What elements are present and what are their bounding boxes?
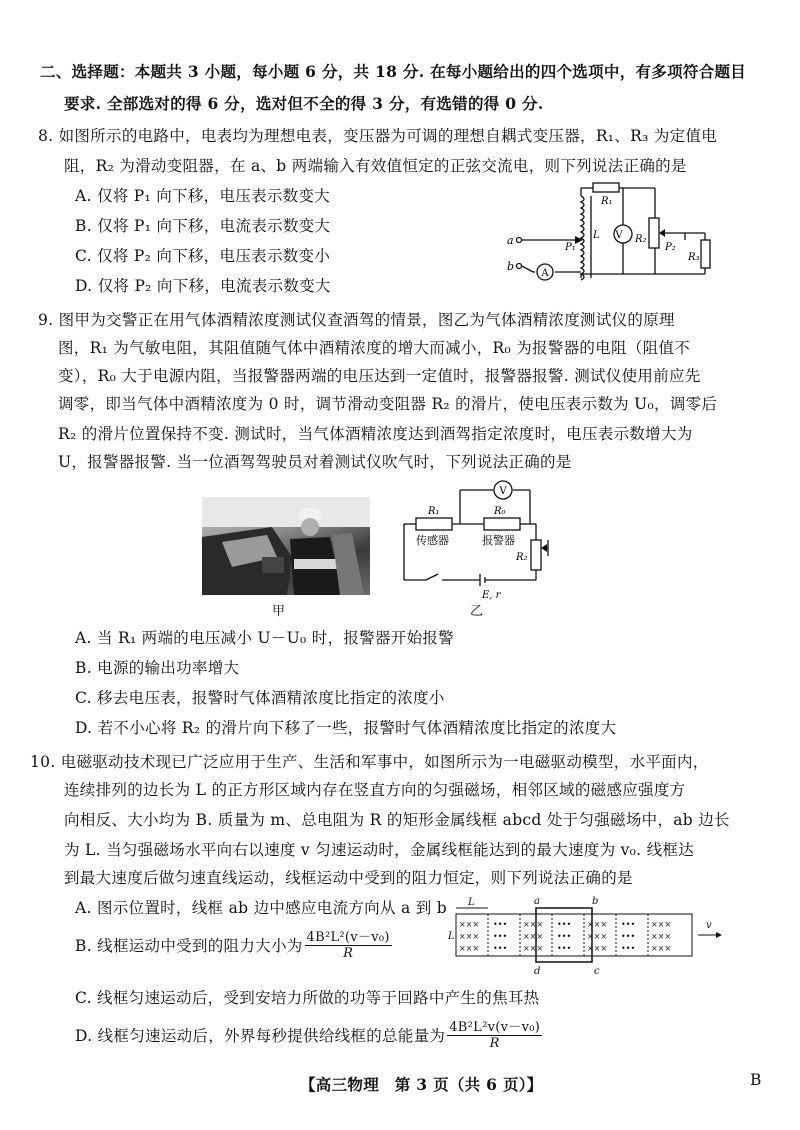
q8-option-a: A. 仅将 P₁ 向下移，电压表示数变大 [75,187,331,205]
q10-option-d [75,1020,542,1051]
q9-stem-line3: 变），R₀ 大于电源内阻，当报警器两端的电压达到一定值时，报警器报警. 测试仪使用前应先 [58,367,701,385]
cross-col3-r1: ××× [523,920,544,929]
q9-stem-line1: 9. 图甲为交警正在用气体酒精浓度测试仪查酒驾的情景，图乙为气体酒精浓度测试仪的原理 [38,311,675,329]
q8-option-c: C. 仅将 P₂ 向下移，电压表示数变小 [75,247,331,265]
dot-col4-r2: ••• [557,932,572,941]
q10-label-l-top: L [468,897,475,908]
q8-stem-line2: 阻，R₂ 为滑动变阻器，在 a、b 两端输入有效值恒定的正弦交流电，则下列说法正确的是 [64,157,687,175]
q8-label-a: a [507,234,514,247]
q8-transformer-circuit [505,178,720,288]
q10-stem-line5: 到最大速度后做匀速直线运动，线框运动中受到的阻力恒定，则下列说法正确的是 [64,869,633,887]
cross-col7-r1: ××× [651,920,672,929]
q9-label-r0: R₀ [494,506,506,517]
cross-col5-r3: ××× [587,944,608,953]
cross-col1-r1: ××× [459,920,480,929]
q10-option-c: C. 线框匀速运动后，受到安培力所做的功等于回路中产生的焦耳热 [75,989,540,1007]
q8-label-b: b [507,260,515,273]
q8-ammeter-label: A [541,268,549,279]
cross-col7-r2: ××× [651,932,672,941]
q8-option-d: D. 仅将 P₂ 向下移，电流表示数变大 [75,277,331,295]
dot-col6-r2: ••• [621,932,636,941]
traffic-police-photo [202,497,370,595]
section-header-line2: 要求. 全部选对的得 6 分，选对但不全的得 3 分，有选错的得 0 分. [64,94,544,113]
q9-alcohol-tester-circuit [398,478,558,603]
page-footer: 【高三物理 第 3 页（共 6 页）】 [300,1075,543,1094]
paper-version-letter: B [750,1071,762,1089]
q9-option-a: A. 当 R₁ 两端的电压减小 U－U₀ 时，报警器开始报警 [75,629,454,647]
q9-voltmeter-label: V [499,486,507,497]
dot-col2-r1: ••• [493,920,508,929]
dot-col2-r3: ••• [493,944,508,953]
q10-label-a: a [534,896,540,907]
q8-stem-line1: 8. 如图所示的电路中，电表均为理想电表，变压器为可调的理想自耦式变压器，R₁、R₃ 为定值电 [38,127,718,145]
q9-stem-line2: 图，R₁ 为气敏电阻，其阻值随气体中酒精浓度的增大而减小，R₀ 为报警器的电阻（阻值不 [58,339,691,357]
cross-col7-r3: ××× [651,944,672,953]
q9-sensor-label: 传感器 [416,534,449,547]
q10-option-d-fraction [447,1020,542,1051]
q9-label-r2: R₂ [516,552,528,563]
q9-label-er: E, r [482,590,501,601]
q10-label-v: v [706,920,712,931]
q10-stem-line1: 10. 电磁驱动技术现已广泛应用于生产、生活和军事中，如图所示为一电磁驱动模型，水平面内， [30,753,709,771]
cross-col1-r3: ××× [459,944,480,953]
q8-label-r2: R₂ [635,234,647,245]
q9-stem-line4: 调零，即当气体中酒精浓度为 0 时，调节滑动变阻器 R₂ 的滑片，使电压表示数为 U₀，调零后 [58,395,718,413]
q10-option-b-denominator: R [343,946,354,961]
cross-col1-r2: ××× [459,932,480,941]
fig-label-yi: 乙 [470,604,484,619]
dot-col4-r1: ••• [557,920,572,929]
q9-option-c: C. 移去电压表，报警时气体酒精浓度比指定的浓度小 [75,689,445,707]
cross-col3-r3: ××× [523,944,544,953]
q9-label-r1: R₁ [428,506,440,517]
dot-col6-r1: ••• [621,920,636,929]
q10-stem-line3: 向相反、大小均为 B. 质量为 m、总电阻为 R 的矩形金属线框 abcd 处于匀强磁场中，ab 边长 [64,811,730,829]
q10-stem-line2: 连续排列的边长为 L 的正方形区域内存在竖直方向的匀强磁场，相邻区域的磁感应强度方 [64,781,686,799]
q8-label-p2: P₂ [665,242,676,253]
q10-stem-line4: 为 L. 当匀强磁场水平向右以速度 v 匀速运动时，金属线框能达到的最大速度为 v₀. 线框达 [64,841,695,859]
q8-label-r1: R₁ [601,196,613,207]
q8-label-r3: R₃ [688,252,700,263]
q10-option-b-numerator: 4B²L²(v－v₀) [306,930,390,945]
q10-label-b: b [592,896,599,907]
q8-label-l: L [593,230,600,241]
cross-col5-r2: ××× [587,932,608,941]
q10-option-b-fraction [305,930,392,961]
dot-col6-r3: ••• [621,944,636,953]
q10-option-d-numerator: 4B²L²v(v－v₀) [449,1020,541,1035]
q10-label-l-side: L [448,931,455,942]
q10-option-b [75,930,392,961]
q10-label-d: d [534,966,541,977]
section-header-line1: 二、选择题：本题共 3 小题，每小题 6 分，共 18 分. 在每小题给出的四个选项中，有多项符合题目 [40,62,747,81]
q8-label-p1: P₁ [565,242,576,253]
q8-option-b: B. 仅将 P₁ 向下移，电流表示数变大 [75,217,331,235]
q8-voltmeter-label: V [615,230,623,241]
q9-alarm-label: 报警器 [482,534,515,547]
q9-option-d: D. 若不小心将 R₂ 的滑片向下移了一些，报警时气体酒精浓度比指定的浓度大 [75,719,617,737]
q9-stem-line6: U，报警器报警. 当一位酒驾驾驶员对着测试仪吹气时，下列说法正确的是 [58,453,572,471]
cross-col3-r2: ××× [523,932,544,941]
q9-stem-line5: R₂ 的滑片位置保持不变. 测试时，当气体酒精浓度达到酒驾指定浓度时，电压表示数增大为 [58,425,693,443]
q10-option-d-denominator: R [489,1036,500,1051]
cross-col5-r1: ××× [587,920,608,929]
q10-label-c: c [594,966,600,977]
fig-label-jia: 甲 [272,604,286,619]
dot-col2-r2: ••• [493,932,508,941]
q10-option-a: A. 图示位置时，线框 ab 边中感应电流方向从 a 到 b [75,899,448,917]
q10-option-b-text: B. 线框运动中受到的阻力大小为 [75,936,303,955]
dot-col4-r3: ••• [557,944,572,953]
q10-option-d-text: D. 线框匀速运动后，外界每秒提供给线框的总能量为 [75,1026,446,1045]
q9-option-b: B. 电源的输出功率增大 [75,659,240,677]
q10-magnetic-field-figure [448,894,728,980]
